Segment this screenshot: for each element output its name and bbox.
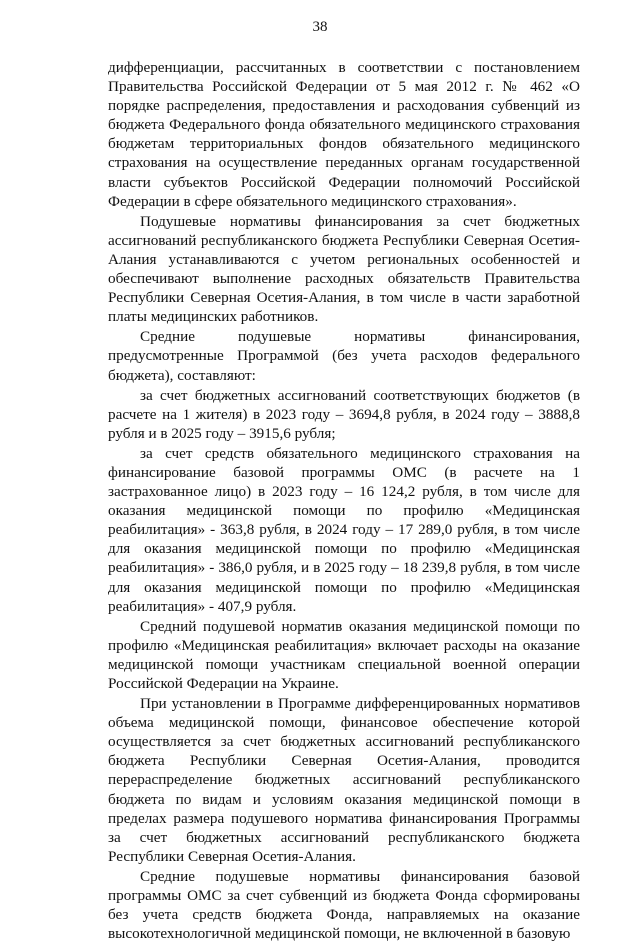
paragraph-2: Подушевые нормативы финансирования за счет бюджетных ассигнований республиканского бюджета Республики Северная Осетия-Алания устанавливаются с учетом региональных особенностей и обеспечивают выполнение расходных обязательств Правительства Республики Северная Осетия-Алания, в том числе в части заработной платы медицинских работников.: [108, 212, 580, 326]
paragraph-8: Средние подушевые нормативы финансирования базовой программы ОМС за счет субвенций из бюджета Фонда сформированы без учета средств бюджета Фонда, направляемых на оказание высокотехнологичной медицинской помощи, не включенной в базовую: [108, 867, 580, 943]
paragraph-5: за счет средств обязательного медицинского страхования на финансирование базовой программы ОМС (в расчете на 1 застрахованное лицо) в 2023 году – 16 124,2 рубля, в том числе для оказания медицинской помощи по профилю «Медицинская реабилитация» - 363,8 рубля, в 2024 году – 17 289,0 рубля, в том числе для оказания медицинской помощи по профилю «Медицинская реабилитация» - 386,0 рубля, и в 2025 году – 18 239,8 рубля, в том числе для оказания медицинской помощи по профилю «Медицинская реабилитация» - 407,9 рубля.: [108, 444, 580, 615]
paragraph-7: При установлении в Программе дифференцированных нормативов объема медицинской помощи, финансовое обеспечение которой осуществляется за счет бюджетных ассигнований республиканского бюджета Республики Северная Осетия-Алания, проводится перераспределение бюджетных ассигнований республиканского бюджета по видам и условиям оказания медицинской помощи в пределах размера подушевого норматива финансирования Программы за счет бюджетных ассигнований республиканского бюджета Республики Северная Осетия-Алания.: [108, 695, 580, 865]
paragraph-3: Средние подушевые нормативы финансирования, предусмотренные Программой (без учета расходов федерального бюджета), составляют:: [108, 328, 580, 384]
paragraph-6: Средний подушевой норматив оказания медицинской помощи по профилю «Медицинская реабилитация» включает расходы на оказание медицинской помощи участникам специальной военной операции Российской Федерации на Украине.: [108, 617, 580, 692]
paragraph-4: за счет бюджетных ассигнований соответствующих бюджетов (в расчете на 1 жителя) в 2023 году – 3694,8 рубля, в 2024 году – 3888,8 рубля и в 2025 году – 3915,6 рубля;: [108, 386, 580, 442]
document-body: [108, 58, 580, 944]
paragraph-1: дифференциации, рассчитанных в соответствии с постановлением Правительства Российской Федерации от 5 мая 2012 г. № 462 «О порядке распределения, предоставления и расходования субвенций из бюджета Федерального фонда обязательного медицинского страхования бюджетам территориальных фондов обязательного медицинского страхования на осуществление переданных органам государственной власти субъектов Российской Федерации полномочий Российской Федерации в сфере обязательного медицинского страхования».: [108, 59, 580, 210]
page-number: 38: [312, 19, 328, 35]
